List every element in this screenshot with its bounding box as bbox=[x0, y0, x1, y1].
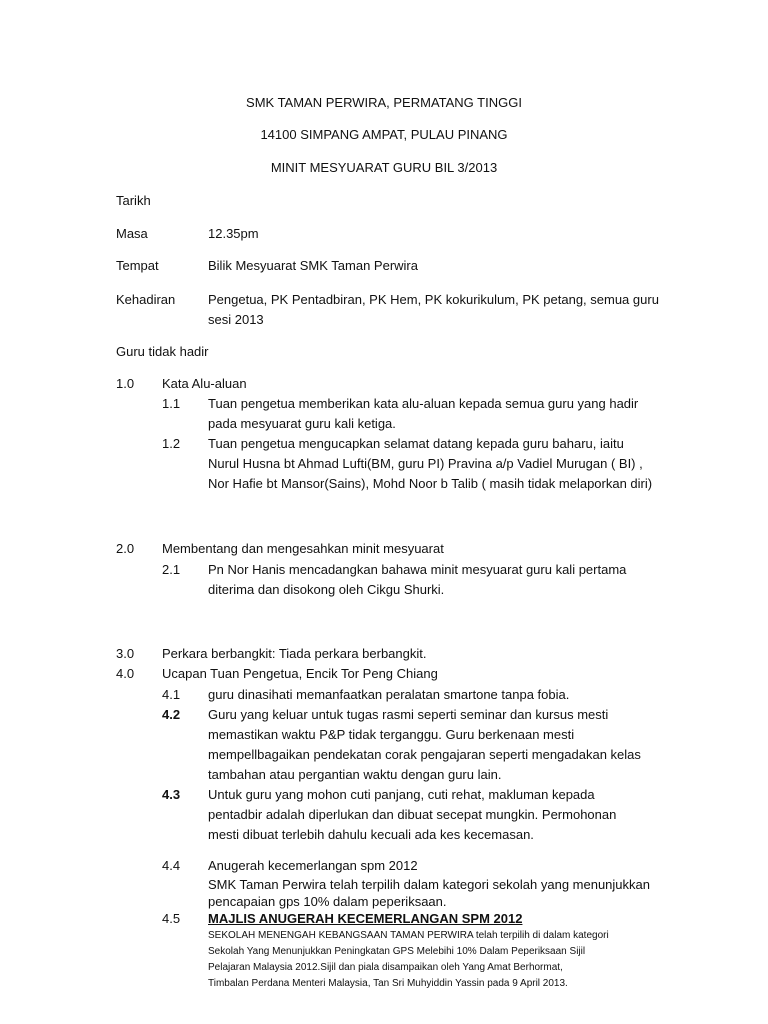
item-4-5-number: 4.5 bbox=[162, 911, 181, 926]
section-4-title: Ucapan Tuan Pengetua, Encik Tor Peng Chiang bbox=[162, 666, 438, 681]
section-2-number: 2.0 bbox=[116, 541, 135, 556]
item-1-2-line-1: Tuan pengetua mengucapkan selamat datang kepada guru baharu, iaitu bbox=[208, 436, 624, 451]
item-4-1-number: 4.1 bbox=[162, 687, 181, 702]
item-4-3-line-1: Untuk guru yang mohon cuti panjang, cuti rehat, makluman kepada bbox=[208, 787, 595, 802]
item-4-3-number: 4.3 bbox=[162, 787, 181, 802]
item-4-5-line-4: Timbalan Perdana Menteri Malaysia, Tan Sri Muhyiddin Yassin pada 9 April 2013. bbox=[208, 978, 568, 989]
masa-label: Masa bbox=[116, 226, 148, 241]
item-2-1-line-1: Pn Nor Hanis mencadangkan bahawa minit mesyuarat guru kali pertama bbox=[208, 562, 627, 577]
kehadiran-line-1: Pengetua, PK Pentadbiran, PK Hem, PK kokurikulum, PK petang, semua guru bbox=[208, 292, 659, 307]
kehadiran-line-2: sesi 2013 bbox=[208, 312, 264, 327]
item-1-2-number: 1.2 bbox=[162, 436, 181, 451]
item-4-5-title: MAJLIS ANUGERAH KECEMERLANGAN SPM 2012 bbox=[208, 911, 523, 926]
item-2-1-number: 2.1 bbox=[162, 562, 181, 577]
section-3-number: 3.0 bbox=[116, 646, 135, 661]
school-address: 14100 SIMPANG AMPAT, PULAU PINANG bbox=[260, 127, 508, 142]
item-4-5-line-3: Pelajaran Malaysia 2012.Sijil dan piala disampaikan oleh Yang Amat Berhormat, bbox=[208, 962, 563, 973]
item-4-2-line-2: memastikan waktu P&P tidak terganggu. Guru berkenaan mesti bbox=[208, 727, 575, 742]
item-4-4-line-1: SMK Taman Perwira telah terpilih dalam kategori sekolah yang menunjukkan bbox=[208, 877, 650, 892]
tempat-value: Bilik Mesyuarat SMK Taman Perwira bbox=[208, 258, 418, 273]
item-2-1-line-2: diterima dan disokong oleh Cikgu Shurki. bbox=[208, 582, 445, 597]
item-4-3-line-3: mesti dibuat terlebih dahulu kecuali ada kes kecemasan. bbox=[208, 827, 534, 842]
item-4-4-line-2: pencapaian gps 10% dalam peperiksaan. bbox=[208, 894, 447, 909]
section-2-title: Membentang dan mengesahkan minit mesyuarat bbox=[162, 541, 444, 556]
tempat-label: Tempat bbox=[116, 258, 159, 273]
tidak-hadir-label: Guru tidak hadir bbox=[116, 344, 209, 359]
item-4-5-line-2: Sekolah Yang Menunjukkan Peningkatan GPS Melebihi 10% Dalam Peperiksaan Sijil bbox=[208, 946, 586, 957]
kehadiran-label: Kehadiran bbox=[116, 292, 176, 307]
tarikh-label: Tarikh bbox=[116, 193, 151, 208]
item-1-1-line-1: Tuan pengetua memberikan kata alu-aluan kepada semua guru yang hadir bbox=[208, 396, 639, 411]
item-1-2-line-3: Nor Hafie bt Mansor(Sains), Mohd Noor b Talib ( masih tidak melaporkan diri) bbox=[208, 476, 653, 491]
section-3-title: Perkara berbangkit: Tiada perkara berbangkit. bbox=[162, 646, 427, 661]
item-4-5-line-1: SEKOLAH MENENGAH KEBANGSAAN TAMAN PERWIRA telah terpilih di dalam kategori bbox=[208, 930, 609, 941]
item-4-4-number: 4.4 bbox=[162, 858, 181, 873]
item-1-1-line-2: pada mesyuarat guru kali ketiga. bbox=[208, 416, 396, 431]
item-4-2-number: 4.2 bbox=[162, 707, 181, 722]
school-name: SMK TAMAN PERWIRA, PERMATANG TINGGI bbox=[246, 95, 522, 110]
item-4-3-line-2: pentadbir adalah diperlukan dan dibuat secepat mungkin. Permohonan bbox=[208, 807, 617, 822]
item-4-1-line-1: guru dinasihati memanfaatkan peralatan smartone tanpa fobia. bbox=[208, 687, 570, 702]
section-4-number: 4.0 bbox=[116, 666, 135, 681]
item-1-1-number: 1.1 bbox=[162, 396, 181, 411]
item-4-2-line-1: Guru yang keluar untuk tugas rasmi seperti seminar dan kursus mesti bbox=[208, 707, 609, 722]
section-1-number: 1.0 bbox=[116, 376, 135, 391]
item-1-2-line-2: Nurul Husna bt Ahmad Lufti(BM, guru PI) Pravina a/p Vadiel Murugan ( BI) , bbox=[208, 456, 643, 471]
section-1-title: Kata Alu-aluan bbox=[162, 376, 247, 391]
item-4-2-line-3: mempellbagaikan pendekatan corak pengajaran seperti mengadakan kelas bbox=[208, 747, 641, 762]
document-title: MINIT MESYUARAT GURU BIL 3/2013 bbox=[270, 160, 498, 175]
masa-value: 12.35pm bbox=[208, 226, 259, 241]
item-4-2-line-4: tambahan atau pergantian waktu dengan guru lain. bbox=[208, 767, 502, 782]
item-4-4-title: Anugerah kecemerlangan spm 2012 bbox=[208, 858, 418, 873]
